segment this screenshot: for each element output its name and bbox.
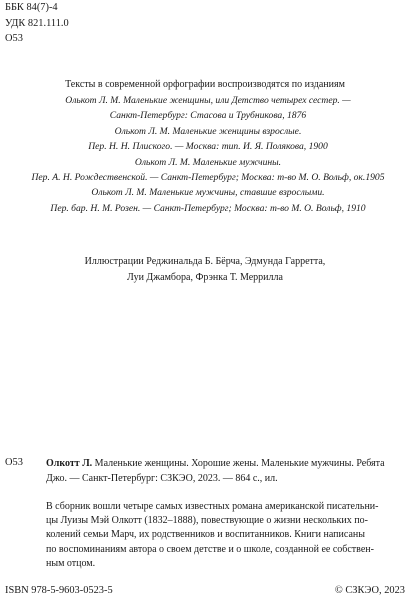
- edition-line: Пер. А. Н. Рождественской. — Санкт-Петербург; Москва: т-во М. О. Вольф, ок.1905: [31, 172, 385, 184]
- edition-line: Олькот Л. М. Маленькие мужчины.: [134, 156, 282, 168]
- editions-list: [18, 93, 398, 216]
- copyright: © СЗКЭО, 2023: [334, 585, 405, 596]
- edition-line: Олькот Л. М. Маленькие мужчины, ставшие взрослыми.: [91, 187, 325, 199]
- edition-line: Олькот Л. М. Маленькие женщины взрослые.: [114, 125, 302, 137]
- biblio-description: Маленькие женщины. Хорошие жены. Маленькие мужчины. Ребята Джо. — Санкт-Петербург: СЗКЭО, 2023. — 864 с., ил.: [46, 458, 385, 484]
- edition-line: Пер. Н. Н. Плиского. — Москва: тип. И. Я. Полякова, 1900: [88, 141, 328, 153]
- biblio-author: Олкотт Л.: [46, 458, 93, 469]
- annotation-line: колений семьи Марч, их родственников и воспитанников. Книги написаны: [46, 529, 365, 541]
- annotation-line: ным отцом.: [46, 557, 96, 569]
- annotation: [46, 500, 406, 571]
- bbk-code: ББК 84(7)-4: [5, 2, 58, 13]
- edition-line: Олькот Л. М. Маленькие женщины, или Детство четырех сестер. —: [65, 95, 351, 106]
- edition-line: Санкт-Петербург: Стасова и Трубникова, 1876: [109, 110, 307, 122]
- illustrations-credit: [0, 254, 410, 286]
- edition-line: Пер. бар. Н. М. Розен. — Санкт-Петербург; Москва: т-во М. О. Вольф, 1910: [50, 202, 366, 214]
- author-mark: О53: [5, 33, 23, 44]
- illustrations-line: Луи Джамбора, Фрэнка Т. Меррилла: [127, 272, 283, 283]
- annotation-line: по воспоминаниям автора о своем детстве и о школе, созданной ее собствен-: [46, 543, 374, 555]
- editions-heading: Тексты в современной орфографии воспроизводятся по изданиям: [65, 79, 345, 90]
- annotation-line: В сборник вошли четыре самых известных романа американской писательни-: [46, 501, 379, 512]
- bibliographic-record: [46, 456, 405, 486]
- annotation-line: цы Луизы Мэй Олкотт (1832–1888), повествующие о жизни нескольких по-: [46, 515, 368, 527]
- isbn: ISBN 978-5-9603-0523-5: [5, 585, 113, 596]
- illustrations-line: Иллюстрации Реджинальда Б. Бёрча, Эдмунда Гарретта,: [84, 256, 326, 267]
- biblio-code: О53: [5, 457, 23, 468]
- udk-code: УДК 821.111.0: [5, 18, 69, 29]
